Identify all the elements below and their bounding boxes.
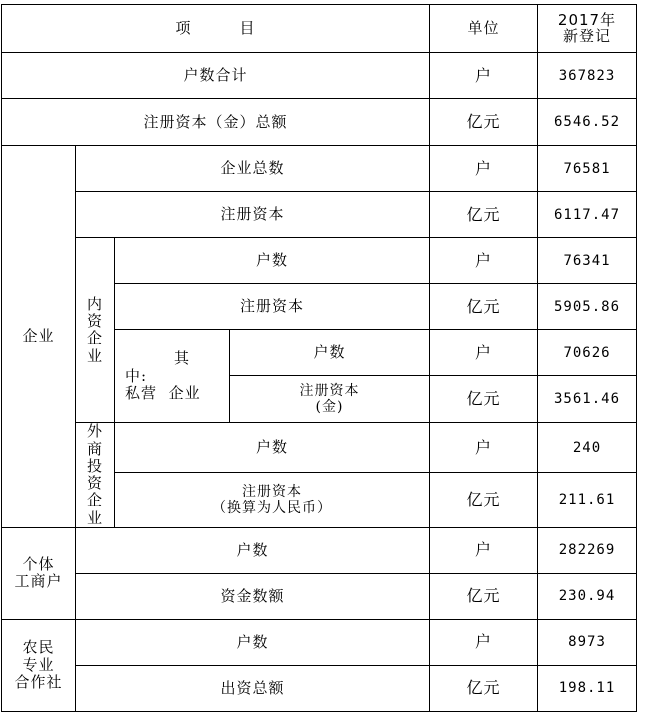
- row-label: 注册资本: [76, 192, 430, 238]
- row-unit: 亿元: [430, 473, 538, 527]
- row-value: 6546.52: [538, 99, 637, 146]
- row-label: 资金数额: [76, 573, 430, 619]
- row-value: 76581: [538, 146, 637, 192]
- header-year: 2017年 新登记: [538, 5, 637, 53]
- row-label: 注册资本: [115, 284, 430, 330]
- header-row: [2, 5, 637, 53]
- row-value: 367823: [538, 53, 637, 99]
- row-unit: 户: [430, 53, 538, 99]
- row-value: 70626: [538, 330, 637, 376]
- row-value: 230.94: [538, 573, 637, 619]
- group-foreign: 外 商 投 资 企 业: [76, 423, 115, 528]
- row-unit: 亿元: [430, 284, 538, 330]
- table-row: [2, 573, 637, 619]
- row-unit: 户: [430, 527, 538, 573]
- registration-table: [1, 4, 637, 712]
- row-unit: 户: [430, 146, 538, 192]
- group-private: [115, 330, 230, 423]
- table-row: [2, 238, 637, 284]
- table-row: [2, 527, 637, 573]
- row-value: 8973: [538, 619, 637, 665]
- row-value: 76341: [538, 238, 637, 284]
- row-value: 211.61: [538, 473, 637, 527]
- table-row: [2, 423, 637, 473]
- group-individual: 个体 工商户: [2, 527, 76, 619]
- row-value: 198.11: [538, 665, 637, 711]
- table-row: [2, 99, 637, 146]
- group-coop: 农民 专业 合作社: [2, 619, 76, 711]
- row-unit: 户: [430, 619, 538, 665]
- table-row: [2, 665, 637, 711]
- row-unit: 亿元: [430, 192, 538, 238]
- row-unit: 亿元: [430, 573, 538, 619]
- row-label: 户数: [230, 330, 430, 376]
- row-label: 企业总数: [76, 146, 430, 192]
- row-label: 注册资本 （换算为人民币）: [115, 473, 430, 527]
- group-domestic: 内 资 企 业: [76, 238, 115, 423]
- row-unit: 亿元: [430, 376, 538, 423]
- row-label: 出资总额: [76, 665, 430, 711]
- row-label: 注册资本 (金): [230, 376, 430, 423]
- row-label: 户数: [115, 238, 430, 284]
- group-enterprise: 企业: [2, 146, 76, 528]
- table-row: [2, 53, 637, 99]
- row-label: 户数: [76, 619, 430, 665]
- table-row: [2, 192, 637, 238]
- row-value: 282269: [538, 527, 637, 573]
- row-value: 240: [538, 423, 637, 473]
- row-unit: 户: [430, 238, 538, 284]
- row-unit: 户: [430, 330, 538, 376]
- row-unit: 亿元: [430, 99, 538, 146]
- row-label: 注册资本（金）总额: [2, 99, 430, 146]
- row-unit: 亿元: [430, 665, 538, 711]
- table-row: [2, 146, 637, 192]
- private-label: 其 中: 私营 企业: [125, 349, 201, 402]
- row-value: 6117.47: [538, 192, 637, 238]
- row-label: 户数: [115, 423, 430, 473]
- table-row: [2, 619, 637, 665]
- row-unit: 户: [430, 423, 538, 473]
- header-item: 项 目: [2, 5, 430, 53]
- row-label: 户数: [76, 527, 430, 573]
- row-label: 户数合计: [2, 53, 430, 99]
- row-value: 3561.46: [538, 376, 637, 423]
- row-value: 5905.86: [538, 284, 637, 330]
- header-unit: 单位: [430, 5, 538, 53]
